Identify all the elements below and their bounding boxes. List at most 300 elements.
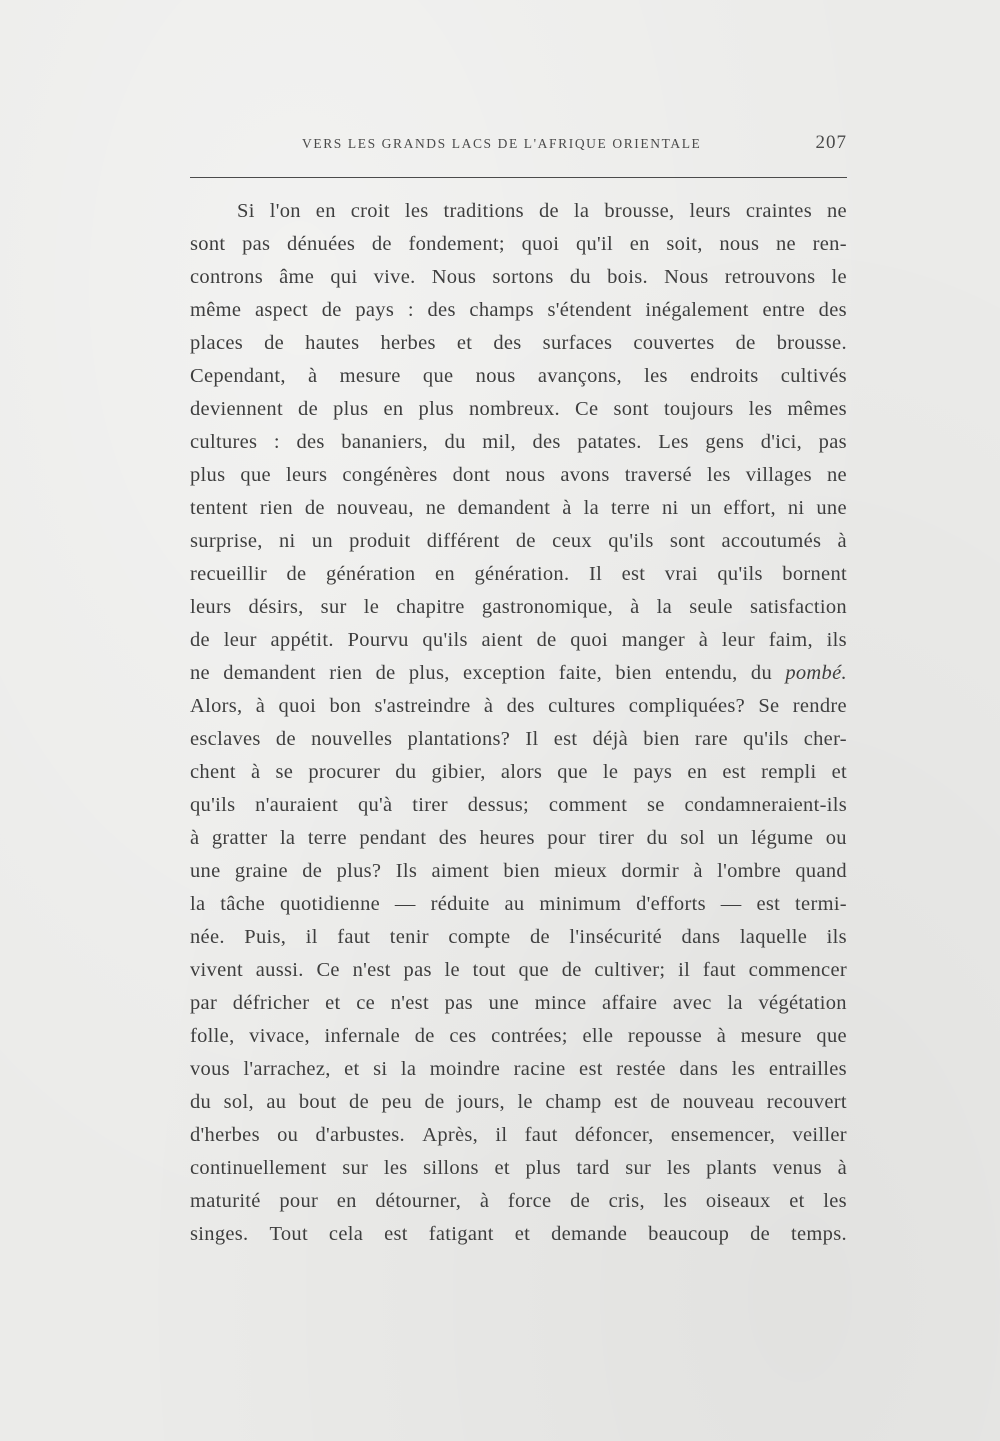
word: Nous bbox=[664, 266, 709, 288]
word: tâche bbox=[220, 893, 266, 915]
word: Il bbox=[588, 563, 603, 585]
word: déjà bbox=[592, 728, 628, 750]
word: qu'ils bbox=[608, 530, 654, 552]
text-line bbox=[190, 789, 847, 822]
word: nous bbox=[505, 464, 546, 486]
word: une bbox=[816, 497, 847, 519]
word: sont bbox=[669, 530, 706, 552]
word: et bbox=[325, 992, 341, 1014]
word: patates. bbox=[577, 431, 642, 453]
word: cultiver; bbox=[594, 959, 666, 981]
word: faut bbox=[702, 959, 736, 981]
page-number: 207 bbox=[815, 132, 847, 153]
word: la bbox=[583, 497, 599, 519]
word: surfaces bbox=[542, 332, 613, 354]
word: bien bbox=[503, 860, 540, 882]
word: qu'il bbox=[575, 233, 614, 255]
word: pour bbox=[547, 827, 587, 849]
word: un bbox=[690, 497, 712, 519]
word: Ils bbox=[395, 860, 418, 882]
word: des bbox=[493, 332, 522, 354]
text-line bbox=[190, 888, 847, 921]
word: de bbox=[304, 497, 325, 519]
word: il bbox=[305, 926, 318, 948]
word: de bbox=[570, 1190, 591, 1212]
text-line bbox=[190, 987, 847, 1020]
word: dans bbox=[679, 1058, 719, 1080]
word: champs bbox=[469, 299, 534, 321]
word: faim, bbox=[768, 629, 813, 651]
word: la bbox=[727, 992, 743, 1014]
word: née. bbox=[190, 926, 225, 948]
word: une bbox=[488, 992, 520, 1014]
word: hautes bbox=[305, 332, 360, 354]
word: gastronomique, bbox=[481, 596, 614, 618]
word: nous bbox=[719, 233, 760, 255]
word: avançons, bbox=[537, 365, 622, 387]
word: manger bbox=[621, 629, 685, 651]
text-line bbox=[190, 954, 847, 987]
word: l'insécurité bbox=[569, 926, 663, 948]
word: pas bbox=[444, 992, 473, 1014]
word: le bbox=[444, 959, 460, 981]
word: craintes bbox=[745, 200, 812, 222]
word: termi- bbox=[795, 893, 847, 915]
word: retrouvons bbox=[724, 266, 816, 288]
word: brousse, bbox=[604, 200, 675, 222]
word: de bbox=[298, 398, 318, 420]
word: des bbox=[427, 299, 456, 321]
word: à bbox=[693, 860, 703, 882]
word: pays bbox=[355, 299, 395, 321]
word: se bbox=[275, 761, 294, 783]
word: cultures bbox=[548, 695, 616, 717]
text-line bbox=[190, 1152, 847, 1185]
word: compte bbox=[448, 926, 511, 948]
word: ensemencer, bbox=[670, 1124, 776, 1146]
word: laquelle bbox=[739, 926, 808, 948]
word: quoi bbox=[570, 629, 608, 651]
word: nouvelles bbox=[311, 728, 393, 750]
word: que bbox=[240, 464, 271, 486]
word: Tout bbox=[269, 1223, 308, 1245]
word: les bbox=[383, 1157, 408, 1179]
word: entrailles bbox=[768, 1058, 847, 1080]
word: chent bbox=[190, 761, 236, 783]
word: mêmes bbox=[787, 398, 847, 420]
word: rien bbox=[259, 497, 293, 519]
word: du bbox=[444, 431, 466, 453]
text-line bbox=[190, 756, 847, 789]
word: à bbox=[479, 1190, 490, 1212]
word: dans bbox=[681, 926, 721, 948]
word: de bbox=[750, 1223, 771, 1245]
word: les bbox=[707, 464, 731, 486]
body-paragraph bbox=[190, 195, 847, 1251]
word: infernale bbox=[324, 1025, 401, 1047]
word: restée bbox=[616, 1058, 666, 1080]
text-line bbox=[190, 1218, 847, 1251]
word: deviennent bbox=[190, 398, 283, 420]
word: les bbox=[404, 200, 429, 222]
word: est bbox=[553, 728, 578, 750]
word: ne bbox=[425, 497, 446, 519]
word: couvertes bbox=[633, 332, 715, 354]
word: racine bbox=[513, 1058, 566, 1080]
word: que bbox=[518, 959, 549, 981]
word: de bbox=[349, 1091, 369, 1113]
word: tenir bbox=[389, 926, 429, 948]
word: gens bbox=[705, 431, 745, 453]
word: — bbox=[394, 893, 416, 915]
text-line bbox=[190, 657, 847, 690]
word: graine bbox=[234, 860, 288, 882]
word: fondement; bbox=[408, 233, 505, 255]
word: heures bbox=[479, 827, 535, 849]
text-line bbox=[190, 1053, 847, 1086]
text-line bbox=[190, 558, 847, 591]
word: à bbox=[483, 695, 494, 717]
word: sur bbox=[342, 1157, 369, 1179]
word: ren- bbox=[812, 233, 847, 255]
word: dénuées bbox=[287, 233, 356, 255]
word: Si bbox=[237, 200, 255, 222]
running-head bbox=[190, 132, 847, 156]
word: minimum bbox=[539, 893, 622, 915]
word: de bbox=[275, 728, 296, 750]
text-line bbox=[190, 327, 847, 360]
word: des bbox=[818, 299, 847, 321]
word: maturité bbox=[190, 1190, 261, 1212]
word: de bbox=[286, 563, 307, 585]
word: pas bbox=[403, 959, 432, 981]
word: Alors, bbox=[190, 695, 243, 717]
word: sillons bbox=[423, 1157, 479, 1179]
word: leurs bbox=[285, 464, 328, 486]
text-line bbox=[190, 228, 847, 261]
word: et bbox=[831, 761, 847, 783]
word: n'est bbox=[390, 992, 429, 1014]
word: l'ombre bbox=[717, 860, 781, 882]
word: se bbox=[647, 794, 665, 816]
word: vive. bbox=[373, 266, 416, 288]
word: Ce bbox=[575, 398, 599, 420]
word: n'est bbox=[352, 959, 391, 981]
word: plus bbox=[190, 464, 226, 486]
word: Se bbox=[758, 695, 780, 717]
word: ce bbox=[356, 992, 376, 1014]
word: le bbox=[602, 761, 619, 783]
word: à bbox=[698, 629, 709, 651]
text-line bbox=[190, 624, 847, 657]
word: produit bbox=[349, 530, 411, 552]
word: est bbox=[722, 761, 747, 783]
word: tirer bbox=[598, 827, 635, 849]
word: quoi bbox=[521, 233, 560, 255]
word: nouveau, bbox=[336, 497, 414, 519]
word: des bbox=[506, 695, 535, 717]
word: leurs bbox=[190, 596, 232, 618]
word: légume bbox=[751, 827, 814, 849]
word: : bbox=[273, 431, 280, 453]
word: est bbox=[384, 1223, 408, 1245]
word: accoutumés bbox=[721, 530, 822, 552]
word: brousse. bbox=[776, 332, 847, 354]
word: génération bbox=[325, 563, 416, 585]
word: différent bbox=[426, 530, 500, 552]
word: toujours bbox=[663, 398, 734, 420]
word: défoncer, bbox=[574, 1124, 654, 1146]
word: d'ici, bbox=[760, 431, 803, 453]
word: réduite bbox=[430, 893, 490, 915]
word: que bbox=[557, 761, 588, 783]
word: de bbox=[375, 662, 396, 684]
word: en bbox=[687, 761, 708, 783]
word: que bbox=[816, 1025, 847, 1047]
word: — bbox=[720, 893, 742, 915]
text-line bbox=[190, 1119, 847, 1152]
word: ou bbox=[825, 827, 847, 849]
word: la bbox=[573, 200, 590, 222]
word: du bbox=[190, 1091, 212, 1113]
word: leur bbox=[223, 629, 257, 651]
word: nouveau bbox=[682, 1091, 755, 1113]
word: et bbox=[514, 1223, 531, 1245]
word: d'herbes bbox=[190, 1124, 260, 1146]
word: traversé bbox=[624, 464, 692, 486]
word: seule bbox=[689, 596, 733, 618]
word: n'auraient bbox=[255, 794, 339, 816]
italic-word: pombé. bbox=[785, 662, 847, 684]
word: âme bbox=[279, 266, 315, 288]
word: Ce bbox=[316, 959, 340, 981]
word: dormir bbox=[621, 860, 679, 882]
word: à bbox=[837, 1157, 847, 1179]
text-line bbox=[190, 723, 847, 756]
text-line bbox=[190, 921, 847, 954]
word: plus bbox=[418, 398, 454, 420]
word: l'arrachez, bbox=[243, 1058, 331, 1080]
word: de bbox=[529, 926, 550, 948]
word: quotidienne bbox=[279, 893, 381, 915]
word: dessus; bbox=[467, 794, 530, 816]
word: mince bbox=[534, 992, 587, 1014]
word: elle bbox=[582, 1025, 614, 1047]
word: de bbox=[302, 860, 323, 882]
word: vivent bbox=[190, 959, 244, 981]
word: pas bbox=[818, 431, 847, 453]
word: s'étendent bbox=[547, 299, 632, 321]
word: de bbox=[424, 1091, 445, 1113]
word: pendant bbox=[359, 827, 427, 849]
word: affaire bbox=[602, 992, 658, 1014]
text-line bbox=[190, 360, 847, 393]
word: de bbox=[538, 200, 559, 222]
word: avec bbox=[672, 992, 712, 1014]
word: controns bbox=[190, 266, 263, 288]
text-line bbox=[190, 261, 847, 294]
word: alors bbox=[500, 761, 543, 783]
word: au bbox=[504, 893, 525, 915]
word: sol bbox=[680, 827, 706, 849]
text-line bbox=[190, 426, 847, 459]
word: si bbox=[373, 1058, 388, 1080]
word: sur bbox=[625, 1157, 652, 1179]
word: aussi. bbox=[255, 959, 304, 981]
word: aient bbox=[481, 629, 523, 651]
word: les bbox=[644, 365, 668, 387]
word: Nous bbox=[431, 266, 477, 288]
text-line bbox=[190, 294, 847, 327]
word: à bbox=[255, 695, 266, 717]
word: contrées; bbox=[491, 1025, 568, 1047]
word: oiseaux bbox=[705, 1190, 771, 1212]
word: mesure bbox=[339, 365, 401, 387]
word: plus bbox=[333, 398, 369, 420]
word: du bbox=[646, 827, 668, 849]
word: de bbox=[414, 1025, 435, 1047]
word: les bbox=[731, 1058, 756, 1080]
word: qui bbox=[330, 266, 358, 288]
word: bois. bbox=[607, 266, 648, 288]
word: au bbox=[266, 1091, 287, 1113]
word: de bbox=[650, 1091, 671, 1113]
word: du bbox=[750, 662, 773, 684]
word: plus bbox=[525, 1157, 561, 1179]
word: qu'ils bbox=[190, 794, 236, 816]
word: effort, bbox=[723, 497, 776, 519]
word: cris, bbox=[608, 1190, 645, 1212]
word: gibier, bbox=[431, 761, 486, 783]
word: tentent bbox=[190, 497, 248, 519]
word: cultures bbox=[190, 431, 258, 453]
word: demandent bbox=[457, 497, 551, 519]
text-line bbox=[190, 459, 847, 492]
word: avons bbox=[560, 464, 610, 486]
word: est bbox=[614, 1091, 638, 1113]
word: tard bbox=[576, 1157, 610, 1179]
word: esclaves bbox=[190, 728, 261, 750]
word: et bbox=[789, 1190, 805, 1212]
word: de bbox=[536, 629, 557, 651]
word: les bbox=[823, 1190, 847, 1212]
word: champ bbox=[545, 1091, 602, 1113]
word: de bbox=[371, 233, 392, 255]
word: entre bbox=[762, 299, 805, 321]
word: bien bbox=[643, 728, 680, 750]
word: bout bbox=[298, 1091, 337, 1113]
word: génération. bbox=[474, 563, 570, 585]
word: ne bbox=[826, 200, 847, 222]
word: soit, bbox=[666, 233, 703, 255]
word: ils bbox=[826, 629, 847, 651]
word: nous bbox=[475, 365, 516, 387]
word: ni bbox=[661, 497, 679, 519]
word: et bbox=[344, 1058, 360, 1080]
word: traditions bbox=[443, 200, 524, 222]
word: tirer bbox=[412, 794, 448, 816]
word: endroits bbox=[690, 365, 759, 387]
word: à bbox=[837, 530, 847, 552]
word: ne bbox=[190, 662, 210, 684]
word: qu'ils bbox=[743, 728, 789, 750]
word: ni bbox=[787, 497, 805, 519]
word: sont bbox=[613, 398, 649, 420]
word: sol, bbox=[223, 1091, 254, 1113]
word: force bbox=[507, 1190, 552, 1212]
word: comment bbox=[548, 794, 628, 816]
running-title: VERS LES GRANDS LACS DE L'AFRIQUE ORIENTALE bbox=[302, 136, 702, 151]
word: d'arbustes. bbox=[315, 1124, 405, 1146]
word: aspect bbox=[254, 299, 309, 321]
word: faut bbox=[524, 1124, 558, 1146]
word: demande bbox=[551, 1223, 628, 1245]
word: croit bbox=[350, 200, 390, 222]
word: végétation bbox=[758, 992, 847, 1014]
word: défricher bbox=[232, 992, 310, 1014]
word: de bbox=[264, 332, 285, 354]
word: Après, bbox=[422, 1124, 479, 1146]
word: qu'ils bbox=[422, 629, 468, 651]
word: la bbox=[400, 1058, 417, 1080]
word: inégalement bbox=[645, 299, 749, 321]
word: du bbox=[395, 761, 417, 783]
word: la bbox=[279, 827, 296, 849]
word: terre bbox=[610, 497, 650, 519]
text-line bbox=[190, 393, 847, 426]
word: tout bbox=[472, 959, 506, 981]
word: de bbox=[561, 959, 582, 981]
word: mil, bbox=[482, 431, 516, 453]
word: à bbox=[716, 1025, 727, 1047]
word: les bbox=[748, 398, 773, 420]
word: nombreux. bbox=[469, 398, 560, 420]
word: du bbox=[569, 266, 591, 288]
word: procurer bbox=[308, 761, 381, 783]
word: plus? bbox=[336, 860, 382, 882]
word: de bbox=[515, 530, 536, 552]
word: mesure bbox=[740, 1025, 802, 1047]
word: leurs bbox=[689, 200, 731, 222]
text-line bbox=[190, 591, 847, 624]
word: condamneraient-ils bbox=[684, 794, 847, 816]
word: de bbox=[735, 332, 756, 354]
word: des bbox=[296, 431, 325, 453]
word: folle, bbox=[190, 1025, 235, 1047]
word: rempli bbox=[761, 761, 817, 783]
word: plantations? bbox=[407, 728, 511, 750]
word: par bbox=[190, 992, 218, 1014]
word: cher- bbox=[803, 728, 847, 750]
word: ces bbox=[449, 1025, 477, 1047]
word: cultivés bbox=[780, 365, 847, 387]
word: est bbox=[621, 563, 646, 585]
word: un bbox=[717, 827, 739, 849]
word: places bbox=[190, 332, 244, 354]
word: vous bbox=[190, 1058, 230, 1080]
word: ne bbox=[826, 464, 847, 486]
header-rule bbox=[190, 177, 847, 178]
word: pays bbox=[633, 761, 673, 783]
word: en bbox=[383, 398, 404, 420]
word: compliquées? bbox=[628, 695, 746, 717]
word: aiment bbox=[431, 860, 490, 882]
word: Il bbox=[525, 728, 539, 750]
word: commencer bbox=[748, 959, 847, 981]
word: faite, bbox=[558, 662, 603, 684]
word: repousse bbox=[627, 1025, 703, 1047]
word: à bbox=[630, 596, 640, 618]
